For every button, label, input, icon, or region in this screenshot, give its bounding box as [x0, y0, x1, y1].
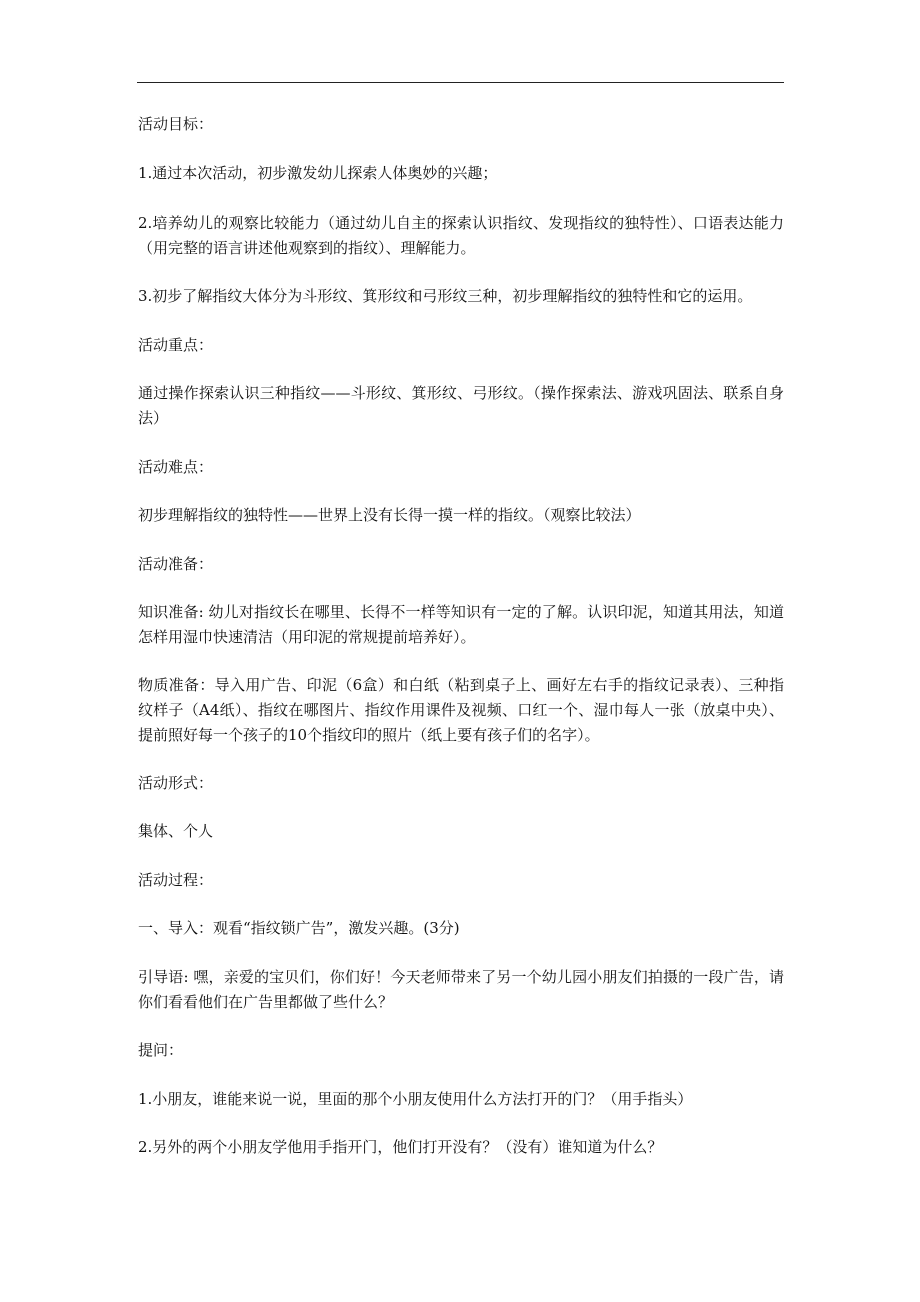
- guiding-words: 引导语: 嘿，亲爱的宝贝们，你们好！今天老师带来了另一个幼儿园小朋友们拍摄的一段广告，请你们看看他们在广告里都做了些什么？: [138, 968, 784, 1011]
- process-step-1: 一、导入：观看“指纹锁广告”，激发兴趣。(3分): [138, 919, 460, 937]
- material-preparation: 物质准备：导入用广告、印泥（6盒）和白纸（粘到桌子上、画好左右手的指纹记录表）、三种指纹样子（A4纸）、指纹在哪图片、指纹作用课件及视频、口红一个、湿巾每人一张（放桌中央）、提前照好每一个孩子的10个指纹印的照片（纸上要有孩子们的名字）。: [138, 676, 784, 744]
- heading-format: 活动形式：: [138, 774, 214, 792]
- heading-key-points: 活动重点：: [138, 336, 214, 354]
- key-points-text: 通过操作探索认识三种指纹——斗形纹、箕形纹、弓形纹。（操作探索法、游戏巩固法、联系自身法）: [138, 384, 784, 427]
- heading-questions: 提问：: [138, 1041, 184, 1059]
- goal-item-3: 3.初步了解指纹大体分为斗形纹、箕形纹和弓形纹三种，初步理解指纹的独特性和它的运用。: [138, 287, 753, 305]
- difficulties-text: 初步理解指纹的独特性——世界上没有长得一摸一样的指纹。（观察比较法）: [138, 506, 641, 524]
- knowledge-preparation: 知识准备: 幼儿对指纹长在哪里、长得不一样等知识有一定的了解。认识印泥，知道其用法，知道怎样用湿巾快速清洁（用印泥的常规提前培养好）。: [138, 603, 784, 646]
- goal-item-1: 1.通过本次活动，初步激发幼儿探索人体奥妙的兴趣；: [138, 164, 498, 182]
- header-rule: [137, 82, 784, 83]
- heading-process: 活动过程：: [138, 871, 214, 889]
- heading-preparation: 活动准备：: [138, 555, 214, 573]
- goal-item-2: 2.培养幼儿的观察比较能力（通过幼儿自主的探索认识指纹、发现指纹的独特性）、口语表达能力（用完整的语言讲述他观察到的指纹）、理解能力。: [138, 214, 784, 257]
- format-text: 集体、个人: [138, 822, 214, 840]
- heading-goals: 活动目标：: [138, 115, 214, 133]
- question-2: 2.另外的两个小朋友学他用手指开门，他们打开没有？（没有）谁知道为什么？: [138, 1138, 663, 1156]
- heading-difficulties: 活动难点：: [138, 458, 214, 476]
- question-1: 1.小朋友，谁能来说一说，里面的那个小朋友使用什么方法打开的门？（用手指头）: [138, 1090, 693, 1108]
